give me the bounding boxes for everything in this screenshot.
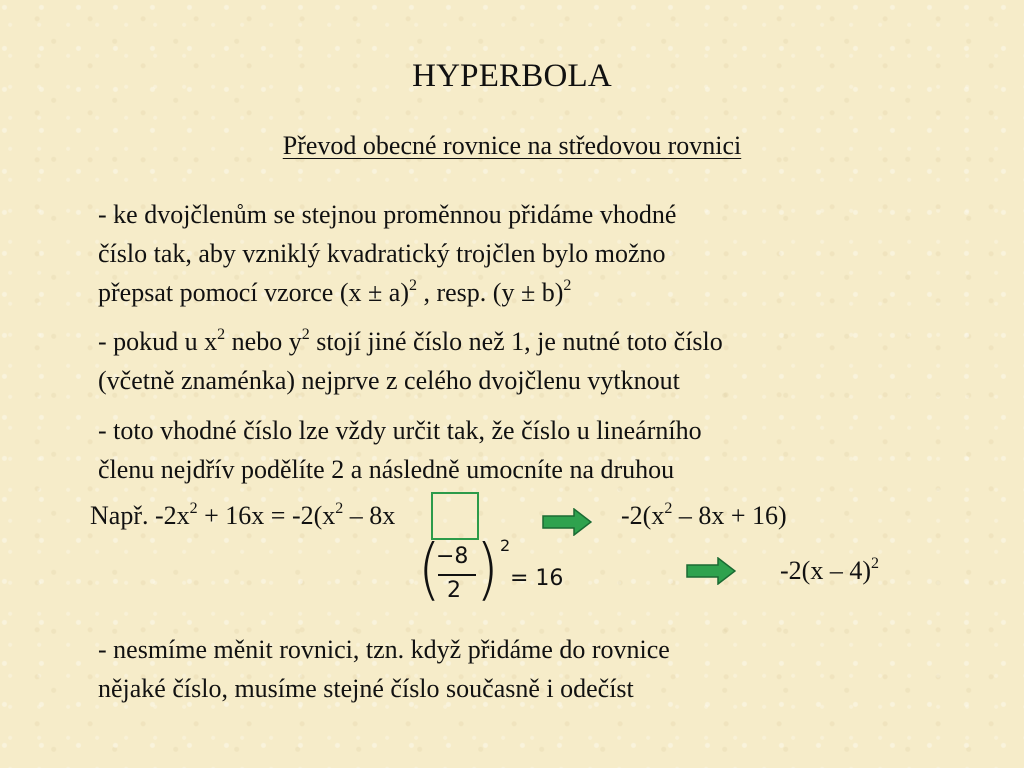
bullet-1-line-3-a: přepsat pomocí vzorce (x ± a) <box>98 278 409 307</box>
bullet-2-line-1-a: - pokud u x <box>98 327 218 356</box>
bullet-3-line-2: členu nejdřív podělíte 2 a následně umocníte na druhou <box>98 455 675 484</box>
subtitle-text: Převod obecné rovnice na středovou rovnici <box>282 131 742 160</box>
example-right-sup: 2 <box>664 500 673 517</box>
example-left-c: – 8x <box>343 501 396 530</box>
bullet-1-sup-1: 2 <box>408 277 417 294</box>
example-result <box>780 556 879 586</box>
bullet-1-sup-2: 2 <box>563 277 572 294</box>
right-arrow-icon <box>686 557 736 585</box>
bullet-3-line-1: - toto vhodné číslo lze vždy určit tak, že číslo u lineárního <box>98 416 702 445</box>
formula-numerator: −8 <box>436 544 469 569</box>
example-result-sup: 2 <box>870 555 879 572</box>
bullet-3 <box>98 411 702 489</box>
formula-result: = 16 <box>510 566 564 591</box>
example-completed-trinomial <box>621 501 787 531</box>
bullet-2-line-1 <box>98 322 723 361</box>
bullet-1-line-1: - ke dvojčlenům se stejnou proměnnou přidáme vhodné <box>98 200 677 229</box>
formula-left-paren: ( <box>418 529 441 609</box>
example-left-sup-2: 2 <box>335 500 344 517</box>
bullet-2-sup-1: 2 <box>217 326 226 343</box>
bullet-4-line-2: nějaké číslo, musíme stejné číslo současně i odečíst <box>98 674 634 703</box>
example-left-sup-1: 2 <box>189 500 198 517</box>
bullet-4 <box>98 630 670 708</box>
formula-exponent: 2 <box>500 536 511 555</box>
example-left-b: + 16x = -2(x <box>197 501 336 530</box>
right-arrow-icon <box>542 508 592 536</box>
formula-right-paren: ) <box>476 529 499 609</box>
formula-fraction-bar <box>438 574 476 576</box>
half-coefficient-formula <box>418 529 578 614</box>
example-result-a: -2(x – 4) <box>780 556 871 585</box>
bullet-2-sup-2: 2 <box>301 326 310 343</box>
example-right-b: – 8x + 16) <box>672 501 787 530</box>
bullet-2-line-2: (včetně znaménka) nejprve z celého dvojčlenu vytknout <box>98 366 680 395</box>
bullet-1-line-3-b: , resp. (y ± b) <box>416 278 564 307</box>
slide-subtitle <box>0 131 1024 161</box>
bullet-1-line-3 <box>98 273 676 312</box>
slide-title: HYPERBOLA <box>412 58 612 94</box>
bullet-4-line-1: - nesmíme měnit rovnici, tzn. když přidáme do rovnice <box>98 635 670 664</box>
example-right-a: -2(x <box>621 501 665 530</box>
bullet-1-line-2: číslo tak, aby vzniklý kvadratický trojčlen bylo možno <box>98 239 666 268</box>
formula-denominator: 2 <box>447 578 461 603</box>
bullet-2-line-1-c: stojí jiné číslo než 1, je nutné toto číslo <box>309 327 723 356</box>
bullet-2-line-1-b: nebo y <box>225 327 302 356</box>
example-equation <box>90 501 395 531</box>
bullet-2 <box>98 322 723 400</box>
bullet-1 <box>98 195 676 312</box>
example-left-a: Např. -2x <box>90 501 190 530</box>
